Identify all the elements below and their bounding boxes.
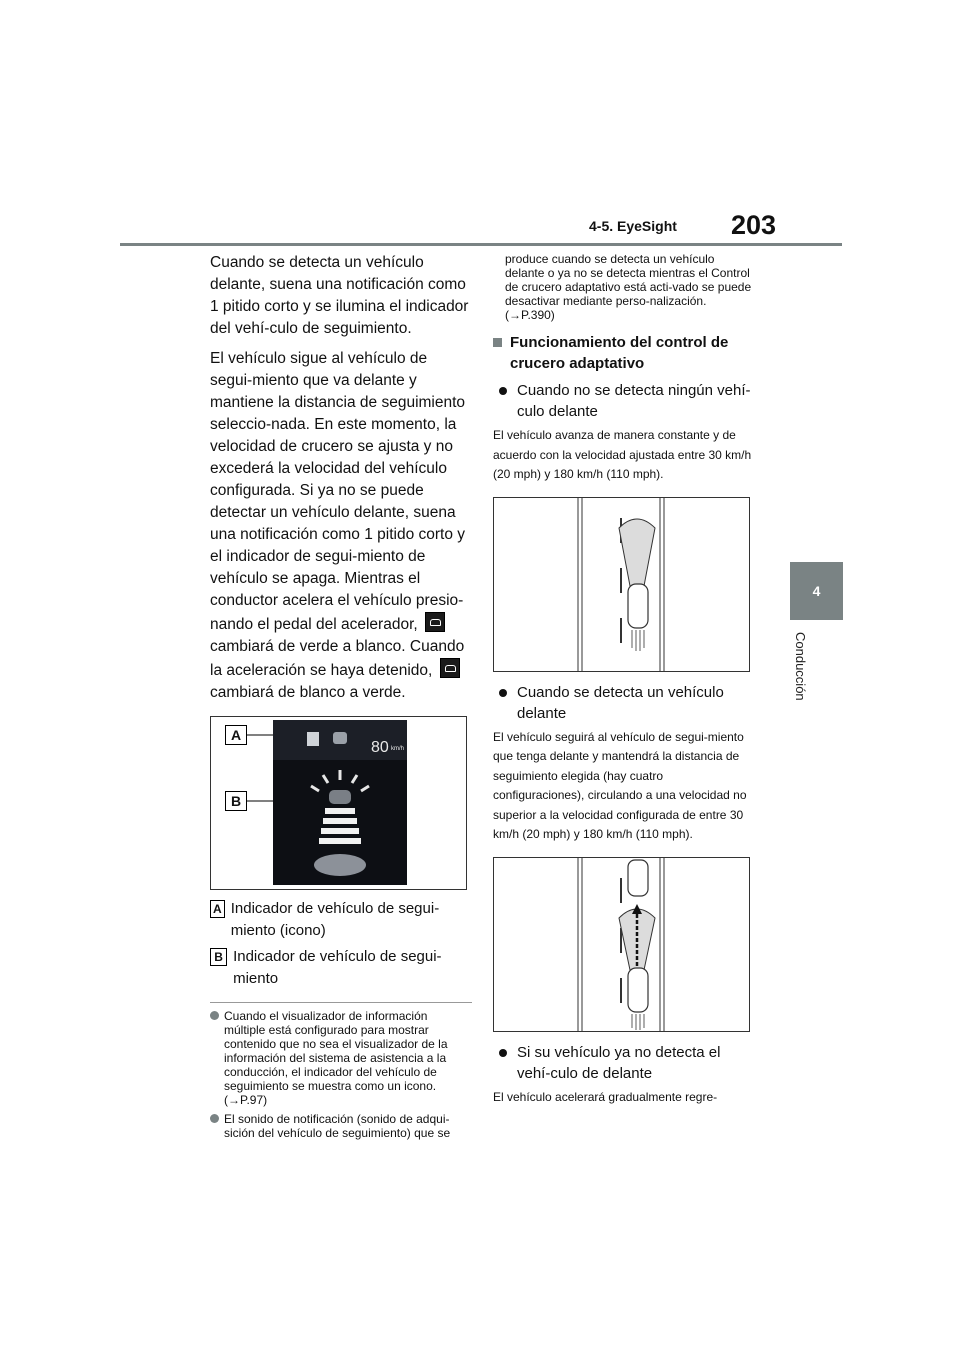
display-graphics [273, 720, 407, 885]
item-title: Cuando no se detecta ningún vehí-culo delante [517, 382, 751, 420]
legend-key-b: B [210, 948, 227, 966]
header-rule [120, 243, 842, 246]
note-bullet-icon [210, 1114, 219, 1123]
note-item [210, 1009, 472, 1107]
vehicle-following-icon [425, 612, 445, 632]
vehicle-following-icon [440, 658, 460, 678]
paragraph-following-text: El vehículo sigue al vehículo de segui-miento que va delante y mantiene la distancia de seguimiento seleccio-nada. En este momento, la velocidad de crucero se ajusta y no excederá la velocidad del vehículo configurada. Si ya no se puede detectar un vehículo delante, suena una notificación como 1 pitido corto y el indicador de segui-miento de vehículo se apaga. Mientras el conductor acelera el vehículo presio-nando el pedal del acelerador, [210, 350, 466, 633]
road-graphic [494, 858, 749, 1031]
dot-bullet-icon [499, 387, 507, 395]
paragraph-following-text-3: cambiará de blanco a verde. [210, 684, 406, 701]
item-title: Si su vehículo ya no detecta el vehí-culo de delante [517, 1043, 721, 1082]
paragraph-following-text-2: cambiará de verde a blanco. Cuando la aceleración se haya detenido, [210, 638, 465, 679]
paragraph-detection: Cuando se detecta un vehículo delante, suena una notificación como 1 pitido corto y se ilumina el indicador del vehí-culo de seguimiento. [210, 254, 469, 337]
instrument-display [273, 720, 407, 885]
page-number: 203 [731, 210, 777, 240]
item-body: El vehículo seguirá al vehículo de segui-miento que tenga delante y mantendrá la distancia de seguimiento elegida (hay cuatro configuraciones), circulando a una velocidad no superior a la velocidad configurada de entre 30 km/h (20 mph) y 180 km/h (110 mph). [493, 729, 747, 841]
item-heading [493, 380, 755, 422]
note-item [210, 1112, 472, 1140]
road-diagram-no-vehicle [493, 497, 750, 672]
legend-key-a: A [210, 900, 225, 918]
item-heading [493, 682, 755, 724]
speed-readout: 80 [371, 739, 389, 756]
dot-bullet-icon [499, 689, 507, 697]
right-column [493, 252, 755, 1111]
legend-text-b: Indicador de vehículo de segui-miento [233, 948, 442, 987]
paragraph-following [210, 348, 472, 704]
section-heading [493, 332, 755, 374]
road-graphic [494, 498, 749, 671]
note-text: Cuando el visualizador de información múltiple está configurado para mostrar contenido que no sea el visualizador de la información del sistema de asistencia a la conducción, el indicador del vehículo de seguimiento se muestra como un icono. (→P.97) [224, 1009, 448, 1107]
dashboard-figure [210, 716, 467, 890]
item-heading [493, 1042, 755, 1084]
note-bullet-icon [210, 1011, 219, 1020]
note-text: El sonido de notificación (sonido de adqui-sición del vehículo de seguimiento) que se [224, 1112, 451, 1140]
figure-label-a: A [225, 725, 247, 745]
legend-item-b [210, 946, 472, 990]
square-bullet-icon [493, 338, 502, 347]
notes-divider [210, 1002, 472, 1003]
speed-unit: km/h [391, 746, 405, 752]
legend-item-a [210, 898, 472, 942]
left-column [210, 252, 472, 1145]
item-body: El vehículo acelerará gradualmente regre- [493, 1089, 718, 1104]
item-body: El vehículo avanza de manera constante y de acuerdo con la velocidad ajustada entre 30 km/h (20 mph) y 180 km/h (110 mph). [493, 428, 752, 481]
section-title: 4-5. EyeSight [589, 218, 677, 234]
section-heading-text: Funcionamiento del control de crucero adaptativo [510, 334, 729, 372]
figure-label-b: B [225, 791, 247, 811]
item-title: Cuando se detecta un vehículo delante [517, 683, 724, 722]
chapter-tab[interactable]: 4 [790, 562, 843, 620]
chapter-label: Conducción [793, 632, 808, 701]
road-diagram-vehicle-ahead [493, 857, 750, 1032]
note-continuation: produce cuando se detecta un vehículo delante o ya no se detecta mientras el Control de crucero adaptativo está acti-vado se puede desactivar mediante perso-nalización. (→P.390) [505, 252, 752, 322]
legend-text-a: Indicador de vehículo de segui-miento (icono) [230, 900, 440, 939]
dot-bullet-icon [499, 1049, 507, 1057]
